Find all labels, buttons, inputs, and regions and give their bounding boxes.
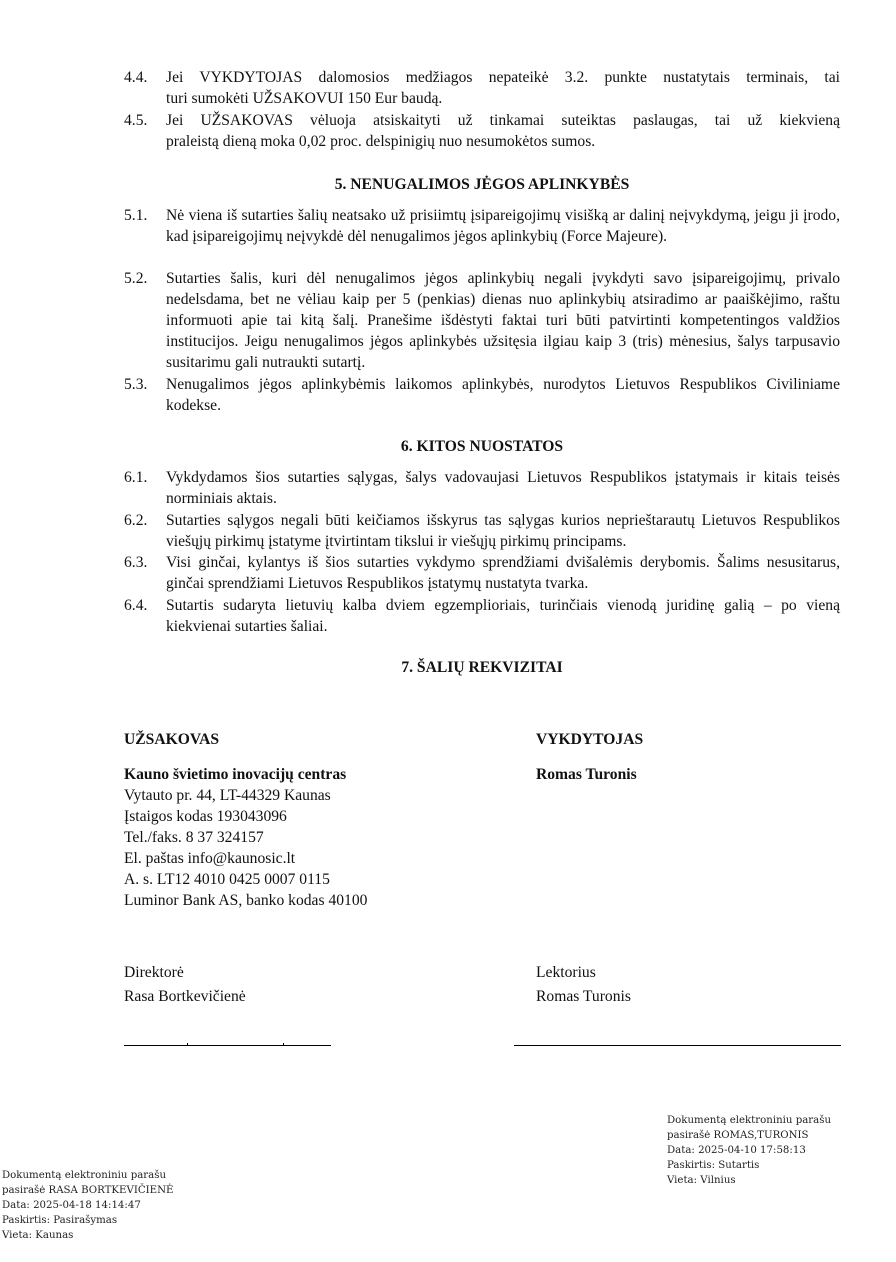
- section-7-heading: 7. ŠALIŲ REKVIZITAI: [401, 659, 563, 676]
- contractor-requisites: [536, 729, 836, 785]
- clause-text: Vykdydamos šios sutarties sąlygas, šalys vadovaujasi Lietuvos Respublikos įstatymais ir kitais teisės norminiais aktais.: [166, 469, 840, 507]
- clause-6-3: [124, 552, 840, 594]
- e-signature-date: Data: 2025-04-18 14:14:47: [2, 1200, 141, 1211]
- clause-text-line: praleistą dieną moka 0,02 proc. delspinigių nuo nesumokėtos sumos.: [166, 133, 596, 150]
- clause-number: 6.4.: [124, 597, 148, 614]
- clause-number: 5.1.: [124, 207, 148, 224]
- customer-role: UŽSAKOVAS: [124, 731, 220, 748]
- customer-requisites: [124, 729, 504, 911]
- clause-6-2: [124, 510, 840, 552]
- clause-number: 5.3.: [124, 376, 148, 393]
- contractor-role: VYKDYTOJAS: [536, 731, 644, 748]
- clause-4-5: [124, 110, 840, 152]
- clause-text: Visi ginčai, kylantys iš šios sutarties vykdymo sprendžiami dvišalėmis derybomis. Šalims nesusitarus, ginčai sprendžiami Lietuvos Respublikos įstatymų nustatyta tvarka.: [166, 554, 840, 592]
- customer-account: A. s. LT12 4010 0425 0007 0115: [124, 871, 330, 888]
- clause-number: 5.2.: [124, 270, 148, 287]
- customer-email: El. paštas info@kaunosic.lt: [124, 850, 296, 867]
- contractor-signer-position: Lektorius: [536, 964, 596, 981]
- e-signature-location: Vieta: Kaunas: [2, 1230, 74, 1241]
- clause-6-1: [124, 467, 840, 509]
- clause-number: 4.4.: [124, 69, 148, 86]
- clause-text-line: turi sumokėti UŽSAKOVUI 150 Eur baudą.: [166, 90, 443, 107]
- clause-text-line: Jei UŽSAKOVAS vėluoja atsiskaityti už tinkamai suteiktas paslaugas, tai už kiekvieną: [166, 112, 840, 129]
- e-signature-signer: pasirašė ROMAS,TURONIS: [667, 1130, 809, 1141]
- customer-e-signature-stamp: [2, 1168, 173, 1243]
- e-signature-line: Dokumentą elektroniniu parašu: [2, 1170, 167, 1181]
- e-signature-signer: pasirašė RASA BORTKEVIČIENĖ: [2, 1185, 174, 1196]
- clause-text: Nė viena iš sutarties šalių neatsako už prisiimtų įsipareigojimų visišką ar dalinį neįvykdymą, jeigu ji įrodo, kad įsipareigojimų neįvykdė dėl nenugalimos jėgos aplinkybių (Force Majeure).: [166, 207, 840, 245]
- clause-4-4: [124, 67, 840, 109]
- e-signature-date: Data: 2025-04-10 17:58:13: [667, 1145, 806, 1156]
- section-6-heading: 6. KITOS NUOSTATOS: [400, 438, 564, 455]
- e-signature-location: Vieta: Vilnius: [667, 1175, 736, 1186]
- clause-number: 6.2.: [124, 512, 148, 529]
- clause-text: Sutarties sąlygos negali būti keičiamos išskyrus tas sąlygas kurios neprieštarautų Lietuvos Respublikos viešųjų pirkimų įstatyme įtvirtintam tikslui ir viešųjų pirkimų principams.: [166, 512, 840, 550]
- clause-5-1: [124, 205, 840, 247]
- customer-signer-position: Direktorė: [124, 964, 184, 981]
- customer-address: Vytauto pr. 44, LT-44329 Kaunas: [124, 787, 331, 804]
- clause-text: Nenugalimos jėgos aplinkybėmis laikomos aplinkybės, nurodytos Lietuvos Respublikos Civiliniame kodekse.: [166, 376, 840, 414]
- customer-signer-name: Rasa Bortkevičienė: [124, 988, 246, 1005]
- e-signature-line: Dokumentą elektroniniu parašu: [667, 1115, 832, 1126]
- clause-5-2: [124, 268, 840, 373]
- customer-phone: Tel./faks. 8 37 324157: [124, 829, 264, 846]
- e-signature-purpose: Paskirtis: Pasirašymas: [2, 1215, 118, 1226]
- clause-number: 6.1.: [124, 469, 148, 486]
- e-signature-purpose: Paskirtis: Sutartis: [667, 1160, 760, 1171]
- signature-line-tick: [283, 1043, 284, 1046]
- section-5-heading: 5. NENUGALIMOS JĖGOS APLINKYBĖS: [334, 176, 630, 193]
- clause-number: 6.3.: [124, 554, 148, 571]
- contractor-name: Romas Turonis: [536, 766, 637, 783]
- contractor-signer-name: Romas Turonis: [536, 988, 631, 1005]
- signature-line-tick: [187, 1043, 188, 1046]
- contractor-signer-block: [536, 961, 836, 1009]
- customer-name: Kauno švietimo inovacijų centras: [124, 766, 347, 783]
- clause-text-line: Jei VYKDYTOJAS dalomosios medžiagos nepateikė 3.2. punkte nustatytais terminais, tai: [166, 69, 840, 86]
- customer-signer-block: [124, 961, 424, 1009]
- clause-text: Sutarties šalis, kuri dėl nenugalimos jėgos aplinkybių negali įvykdyti savo įsipareigojimų, privalo nedelsdama, bet ne vėliau kaip per 5 (penkias) dienas nuo aplinkybių atsiradimo ar paaiškėjimo, raštu informuoti apie tai kitą šalį. Pranešime išdėstyti faktai turi būti patvirtinti kompetentingos valdžios institucijos. Jeigu nenugalimos jėgos aplinkybės užsitęsia ilgiau kaip 3 (tris) mėnesius, šalys tarpusavio susitarimu gali nutraukti sutartį.: [166, 270, 840, 371]
- clause-text: Sutartis sudaryta lietuvių kalba dviem egzemplioriais, turinčiais vienodą juridinę galią – po vieną kiekvienai sutarties šaliai.: [166, 597, 840, 635]
- customer-signature-line: [124, 1045, 331, 1046]
- customer-bank: Luminor Bank AS, banko kodas 40100: [124, 892, 368, 909]
- clause-number: 4.5.: [124, 112, 148, 129]
- customer-code: Įstaigos kodas 193043096: [124, 808, 287, 825]
- clause-6-4: [124, 595, 840, 637]
- contractor-signature-line: [514, 1045, 841, 1046]
- clause-5-3: [124, 374, 840, 416]
- contractor-e-signature-stamp: [667, 1113, 831, 1188]
